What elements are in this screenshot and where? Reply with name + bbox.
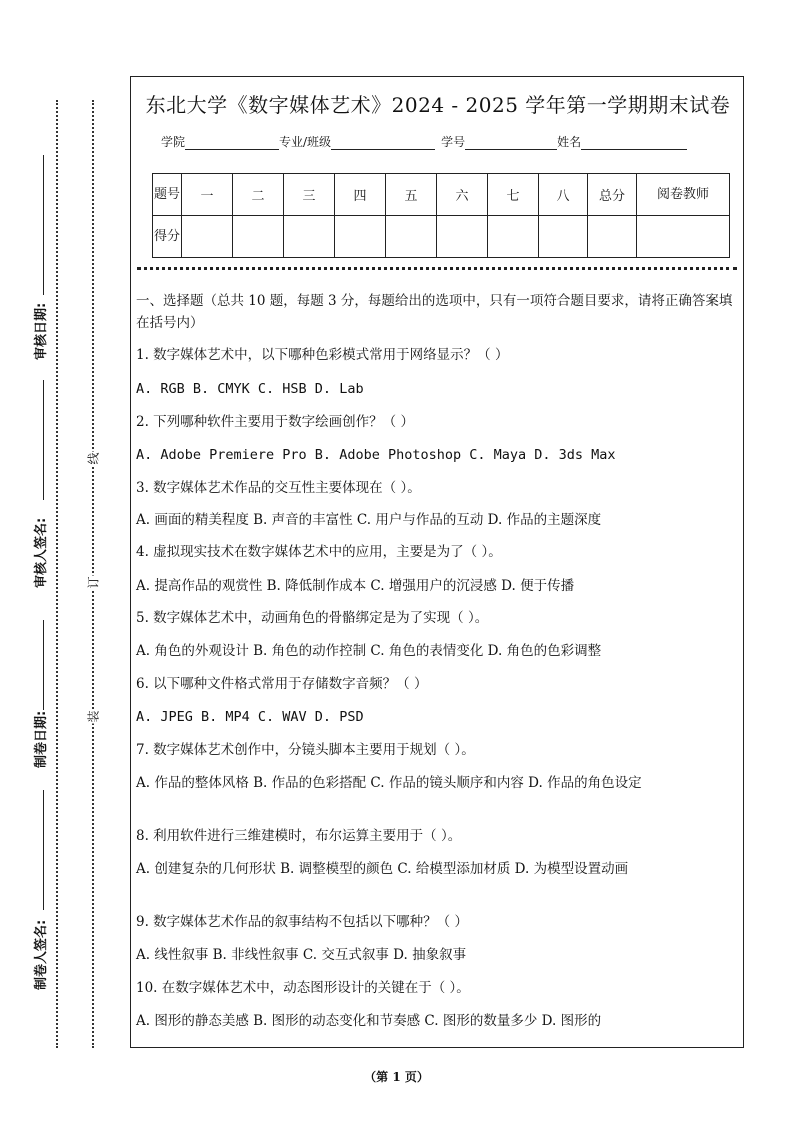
section-intro: 一、选择题（总共 10 题，每题 3 分，每题给出的选项中，只有一项符合题目要求，请将正确答案填在括号内） (136, 293, 733, 331)
name-input[interactable] (581, 136, 687, 150)
answer-options: A. Adobe Premiere Pro B. Adobe Photoshop C. Maya D. 3ds Max (136, 447, 616, 463)
question: 4. 虚拟现实技术在数字媒体艺术中的应用，主要是为了（ ）。 (136, 544, 502, 560)
question: 8. 利用软件进行三维建模时，布尔运算主要用于（ ）。 (136, 828, 462, 844)
header-cell: 二 (233, 174, 284, 216)
answer-options: A. 创建复杂的几何形状 B. 调整模型的颜色 C. 给模型添加材质 D. 为模型设置动画 (136, 861, 629, 877)
score-table-header-row (153, 174, 730, 216)
binding-char-zhuang: 装 (86, 710, 101, 723)
binding-dotted-line-inner (92, 100, 94, 1048)
header-cell: 八 (539, 174, 588, 216)
major-label: 专业/班级 (279, 135, 332, 149)
score-cell[interactable] (182, 216, 233, 258)
answer-options: A. 角色的外观设计 B. 角色的动作控制 C. 角色的表情变化 D. 角色的色彩调整 (136, 643, 602, 659)
total-header-cell: 总分 (588, 174, 637, 216)
grader-cell[interactable] (637, 216, 730, 258)
score-table-score-row (153, 216, 730, 258)
answer-options: A. 作品的整体风格 B. 作品的色彩搭配 C. 作品的镜头顺序和内容 D. 作品的角色设定 (136, 775, 642, 791)
maker-date-line (43, 620, 45, 710)
binding-char-xian: 线 (86, 452, 101, 465)
header-cell: 六 (437, 174, 488, 216)
score-cell[interactable] (588, 216, 637, 258)
answer-options: A. JPEG B. MP4 C. WAV D. PSD (136, 709, 364, 725)
question-number-label: 题号 (153, 174, 182, 216)
score-cell[interactable] (437, 216, 488, 258)
maker-sign-label: 制卷人签名: (34, 919, 49, 990)
college-input[interactable] (185, 136, 279, 150)
question: 9. 数字媒体艺术作品的叙事结构不包括以下哪种？（ ） (136, 914, 468, 930)
header-cell: 三 (284, 174, 335, 216)
score-cell[interactable] (233, 216, 284, 258)
exam-title: 东北大学《数字媒体艺术》2024 - 2025 学年第一学期期末试卷 (145, 93, 731, 117)
major-input[interactable] (331, 136, 435, 150)
header-cell: 五 (386, 174, 437, 216)
reviewer-sign-line (43, 380, 45, 500)
score-cell[interactable] (488, 216, 539, 258)
student-id-label: 学号 (441, 135, 466, 149)
score-cell[interactable] (284, 216, 335, 258)
score-cell[interactable] (335, 216, 386, 258)
student-info-row (161, 133, 687, 150)
question: 5. 数字媒体艺术中，动画角色的骨骼绑定是为了实现（ ）。 (136, 610, 489, 626)
reviewer-sign-label: 审核人签名: (34, 517, 49, 588)
header-cell: 四 (335, 174, 386, 216)
score-row-label: 得分 (153, 216, 182, 258)
dotted-separator (137, 267, 737, 270)
student-id-input[interactable] (465, 136, 557, 150)
header-cell: 一 (182, 174, 233, 216)
exam-frame (130, 76, 744, 1048)
answer-options: A. RGB B. CMYK C. HSB D. Lab (136, 381, 364, 397)
score-cell[interactable] (539, 216, 588, 258)
question: 10. 在数字媒体艺术中，动态图形设计的关键在于（ ）。 (136, 980, 470, 996)
answer-options: A. 提高作品的观赏性 B. 降低制作成本 C. 增强用户的沉浸感 D. 便于传播 (136, 578, 575, 594)
question: 6. 以下哪种文件格式常用于存储数字音频？（ ） (136, 676, 428, 692)
answer-options: A. 画面的精美程度 B. 声音的丰富性 C. 用户与作品的互动 D. 作品的主题深度 (136, 512, 602, 528)
question: 3. 数字媒体艺术作品的交互性主要体现在（ ）。 (136, 480, 421, 496)
score-cell[interactable] (386, 216, 437, 258)
binding-dotted-line-outer (56, 100, 58, 1048)
page-number: （第 1 页） (364, 1070, 429, 1084)
maker-date-label: 制卷日期: (34, 710, 49, 768)
answer-options: A. 线性叙事 B. 非线性叙事 C. 交互式叙事 D. 抽象叙事 (136, 947, 467, 963)
name-label: 姓名 (557, 135, 582, 149)
reviewer-date-label: 审核日期: (34, 302, 49, 360)
reviewer-date-line (43, 155, 45, 295)
binding-char-ding: 订 (86, 576, 101, 589)
answer-options: A. 图形的静态美感 B. 图形的动态变化和节奏感 C. 图形的数量多少 D. 图形的 (136, 1013, 602, 1029)
maker-sign-line (43, 790, 45, 910)
question: 7. 数字媒体艺术创作中，分镜头脚本主要用于规划（ ）。 (136, 742, 475, 758)
question: 1. 数字媒体艺术中，以下哪种色彩模式常用于网络显示？（ ） (136, 347, 509, 363)
header-cell: 七 (488, 174, 539, 216)
score-table (152, 173, 730, 258)
college-label: 学院 (161, 135, 186, 149)
grader-header-cell: 阅卷教师 (637, 174, 730, 216)
question: 2. 下列哪种软件主要用于数字绘画创作？（ ） (136, 414, 414, 430)
